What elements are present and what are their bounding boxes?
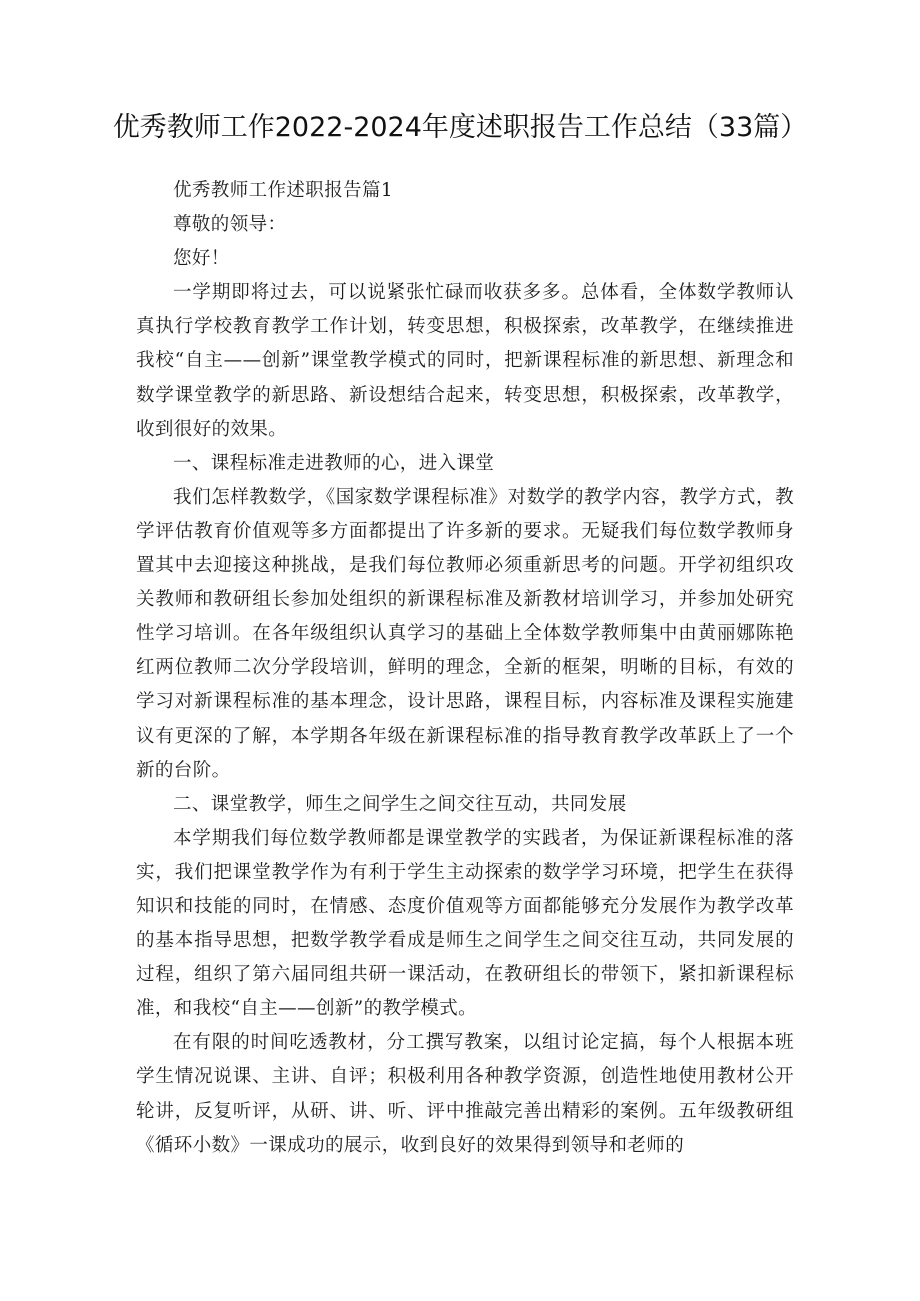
salutation: 尊敬的领导： [173,214,287,236]
document-body [136,174,794,1163]
document-title: 优秀教师工作2022-2024年度述职报告工作总结（33篇） [112,112,808,143]
section-heading: 二、课堂教学，师生之间学生之间交往互动，共同发展 [173,793,627,815]
section-heading: 一、课程标准走进教师的心，进入课堂 [173,452,495,474]
report-subtitle: 优秀教师工作述职报告篇1 [173,180,394,201]
body-paragraph: 我们怎样教数学，《国家数学课程标准》对数学的教学内容，教学方式，教学评估教育价值观等多方面都提出了许多新的要求。无疑我们每位数学教师身置其中去迎接这种挑战，是我们每位教师必须重新思考的问题。开学初组织攻关教师和教研组长参加处组织的新课程标准及新教材培训学习，并参加处研究性学习培训。在各年级组织认真学习的基础上全体数学教师集中由黄丽娜陈艳红两位教师二次分学段培训，鲜明的理念，全新的框架，明晰的目标，有效的学习对新课程标准的基本理念，设计思路，课程目标，内容标准及课程实施建议有更深的了解，本学期各年级在新课程标准的指导教育教学改革跃上了一个新的台阶。 [136,486,794,781]
body-paragraph: 在有限的时间吃透教材，分工撰写教案，以组讨论定搞，每个人根据本班学生情况说课、主讲、自评；积极利用各种教学资源，创造性地使用教材公开轮讲，反复听评，从研、讲、听、评中推敲完善出精彩的案例。五年级教研组《循环小数》一课成功的展示，收到良好的效果得到领导和老师的 [136,1032,794,1156]
body-paragraph: 本学期我们每位数学教师都是课堂教学的实践者，为保证新课程标准的落实，我们把课堂教学作为有利于学生主动探索的数学学习环境，把学生在获得知识和技能的同时，在情感、态度价值观等方面都能够充分发展作为教学改革的基本指导思想，把数学教学看成是师生之间学生之间交往互动，共同发展的过程，组织了第六届同组共研一课活动，在教研组长的带领下，紧扣新课程标准，和我校“自主——创新”的教学模式。 [136,827,794,1020]
greeting: 您好！ [173,248,230,270]
body-paragraph: 一学期即将过去，可以说紧张忙碌而收获多多。总体看，全体数学教师认真执行学校教育教学工作计划，转变思想，积极探索，改革教学，在继续推进我校“自主——创新”课堂教学模式的同时，把新课程标准的新思想、新理念和数学课堂教学的新思路、新设想结合起来，转变思想，积极探索，改革教学，收到很好的效果。 [136,282,794,440]
